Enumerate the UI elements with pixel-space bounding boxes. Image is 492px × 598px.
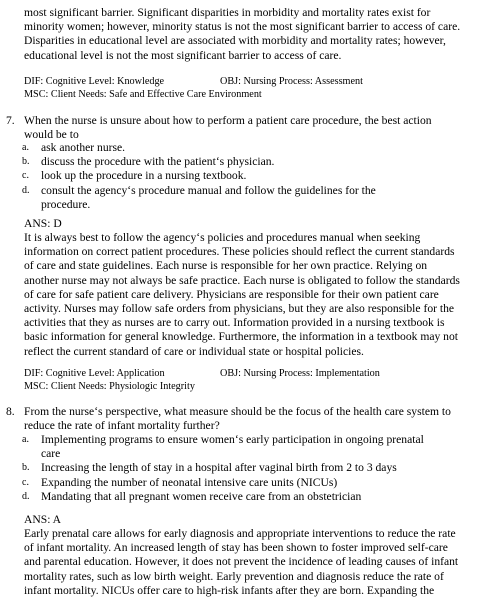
text-line: another nurse may not always be safe practice. Each nurse is obligated to follow the standards	[24, 273, 460, 287]
dif-label: DIF: Cognitive Level: Application	[24, 368, 165, 379]
option-letter: d.	[22, 490, 30, 502]
option-letter: c.	[22, 476, 29, 488]
msc-label: MSC: Client Needs: Physiologic Integrity	[24, 381, 195, 392]
text-line: procedure.	[41, 197, 91, 211]
intro-metadata	[24, 75, 363, 101]
option-text: look up the procedure in a nursing textbook.	[41, 169, 247, 183]
option-c	[22, 169, 484, 183]
text-line: From the nurse‘s perspective, what measure should be the focus of the health care system to	[24, 405, 451, 418]
question-stem	[24, 114, 484, 142]
text-line: of care and state guidelines. Each nurse is responsible for her own practice. Relying on	[24, 259, 428, 273]
option-text: discuss the procedure with the patient‘s physician.	[41, 155, 275, 169]
option-a	[22, 433, 484, 461]
obj-label: OBJ: Nursing Process: Assessment	[220, 76, 363, 87]
option-text: Mandating that all pregnant women receive care from an obstetrician	[41, 489, 362, 503]
text-line: information on correct patient procedures. These policies should reflect the current standards	[24, 245, 455, 259]
option-text	[41, 433, 484, 461]
text-line: consult the agency‘s procedure manual and follow the guidelines for the	[41, 183, 376, 197]
text-line: mortality rates, such as low birth weight. Early prevention and diagnosis reduce the rate of	[24, 569, 444, 583]
text-line: infant mortality. NICUs offer care to high-risk infants after they are born. Expanding the	[24, 583, 435, 597]
rationale	[24, 231, 484, 359]
text-line: Disparities in educational level are associated with morbidity and mortality rates; however,	[24, 34, 446, 48]
option-letter: a.	[22, 142, 29, 153]
answer-key: ANS: A	[24, 513, 62, 526]
text-line: reflect the current standard of care or individual state or hospital policies.	[24, 344, 364, 358]
text-line: and parental education. However, it does not prevent the incidence of leading causes of infant	[24, 555, 459, 569]
option-letter: b.	[22, 462, 30, 474]
option-c	[22, 476, 484, 490]
option-d	[22, 490, 484, 504]
text-line: Early prenatal care allows for early diagnosis and appropriate interventions to reduce the rate	[24, 527, 456, 540]
obj-label: OBJ: Nursing Process: Implementation	[220, 368, 380, 379]
question-stem	[24, 405, 484, 433]
option-b	[22, 461, 484, 475]
text-line: It is always best to follow the agency‘s policies and procedures manual when seeking	[24, 231, 421, 244]
text-line: basic information for general knowledge. Furthermore, the information in a textbook may not	[24, 330, 459, 344]
option-text: Increasing the length of stay in a hospital after vaginal birth from 2 to 3 days	[41, 461, 397, 475]
answer-options	[22, 141, 484, 212]
text-line: of care for safe patient care delivery. Physicians are responsible for their own patient care	[24, 287, 439, 301]
text-line: activities that they as nurses are to carry out. Information provided in a nursing textbook is	[24, 316, 445, 330]
option-letter: b.	[22, 156, 30, 168]
text-line: would be to	[24, 128, 79, 142]
option-letter: d.	[22, 184, 30, 196]
option-letter: c.	[22, 170, 29, 182]
rationale	[24, 527, 484, 598]
text-line: most significant barrier. Significant disparities in morbidity and mortality rates exist for	[24, 6, 431, 19]
option-letter: a.	[22, 434, 29, 445]
option-text: ask another nurse.	[41, 141, 126, 154]
text-line: care	[41, 447, 61, 461]
answer-options	[22, 433, 484, 504]
intro-rationale	[24, 6, 484, 63]
q7-metadata	[24, 367, 380, 393]
text-line: When the nurse is unsure about how to perform a patient care procedure, the best action	[24, 114, 432, 127]
question-number: 7.	[6, 114, 15, 127]
text-line: reduce the rate of infant mortality further?	[24, 419, 220, 433]
msc-label: MSC: Client Needs: Safe and Effective Care Environment	[24, 89, 262, 100]
text-line: activity. Nurses may follow safe orders from physicians, but they are also responsible for the	[24, 302, 455, 316]
option-b	[22, 155, 484, 169]
text-line: educational level is not the most significant barrier to access of care.	[24, 48, 342, 62]
option-text	[41, 184, 484, 212]
option-d	[22, 184, 484, 212]
answer-key: ANS: D	[24, 217, 62, 230]
text-line: Implementing programs to ensure women‘s early participation in ongoing prenatal	[41, 433, 424, 446]
option-a	[22, 141, 484, 155]
option-text: Expanding the number of neonatal intensive care units (NICUs)	[41, 475, 338, 489]
dif-label: DIF: Cognitive Level: Knowledge	[24, 76, 165, 87]
text-line: minority women; however, minority status is not the most significant barrier to access of care.	[24, 20, 461, 34]
question-number: 8.	[6, 405, 15, 418]
text-line: of infant mortality. An increased length of stay has been shown to foster improved self-care	[24, 541, 448, 555]
